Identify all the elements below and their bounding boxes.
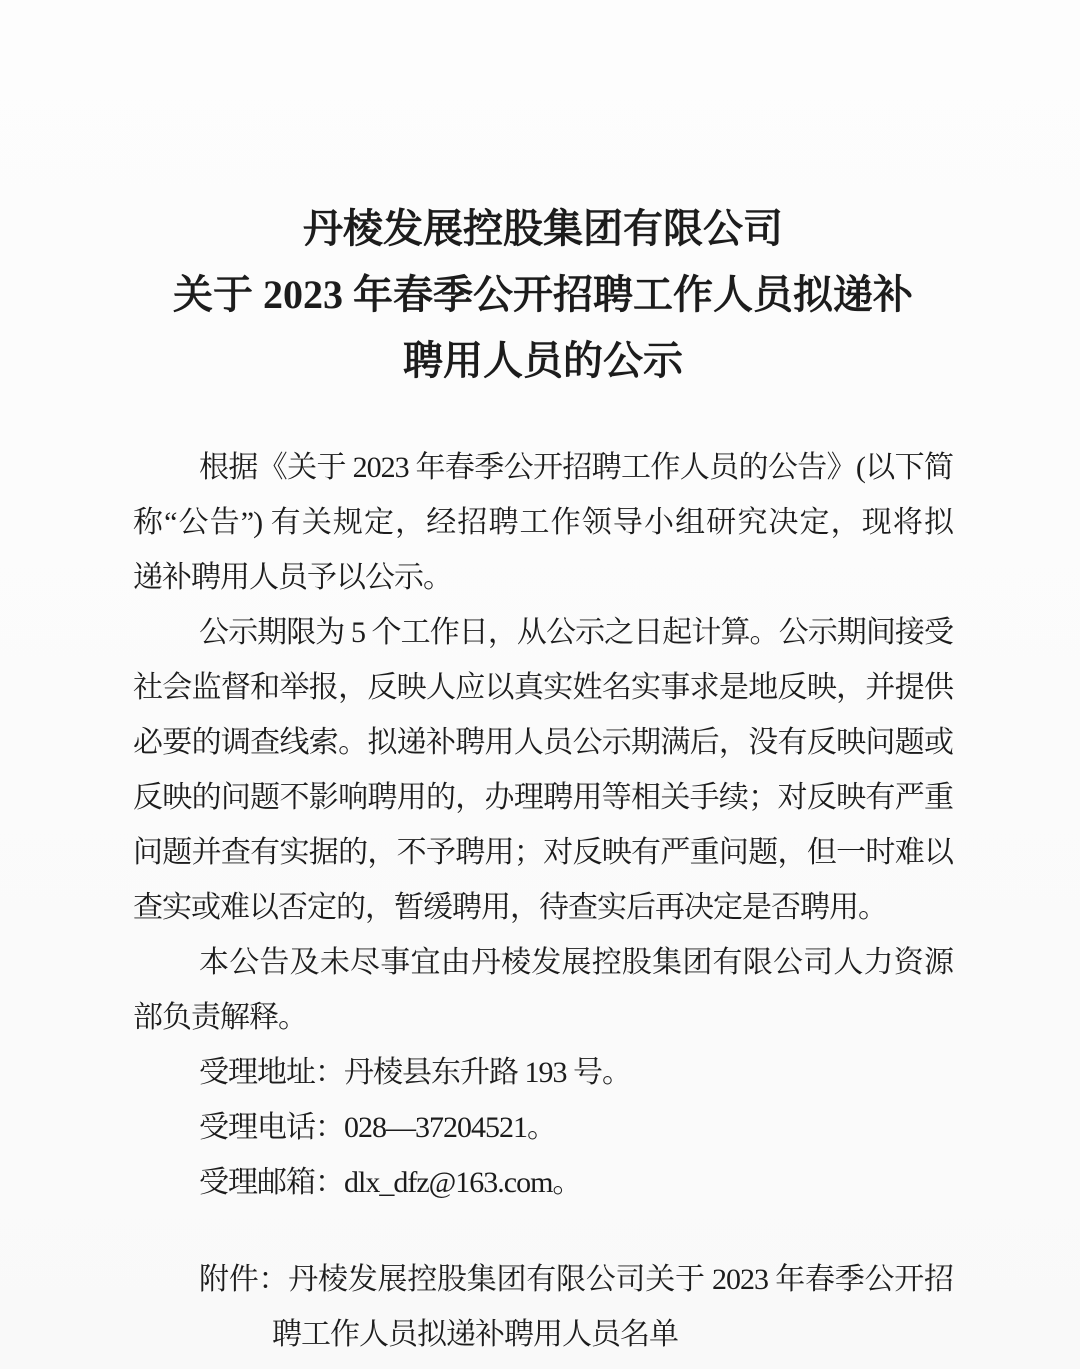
title-line-2: 关于 2023 年春季公开招聘工作人员拟递补	[173, 272, 913, 317]
paragraph1-line-3: 递补聘用人员予以公示。	[133, 561, 452, 594]
attachment-line-1: 附件：丹棱发展控股集团有限公司关于 2023 年春季公开招	[199, 1263, 953, 1296]
paragraph1-line-2: 称“公告”) 有关规定，经招聘工作领导小组研究决定，现将拟	[133, 506, 953, 539]
contact-email-line: 受理邮箱：dlx_dfz@163.com。	[199, 1166, 582, 1199]
paragraph3-line-2: 部负责解释。	[133, 1001, 307, 1034]
paragraph2-line-1: 公示期限为 5 个工作日，从公示之日起计算。公示期间接受	[199, 616, 953, 649]
document-body	[133, 440, 953, 1362]
title-line-1: 丹棱发展控股集团有限公司	[303, 206, 783, 251]
paragraph2-line-4: 反映的问题不影响聘用的，办理聘用等相关手续；对反映有严重	[133, 781, 953, 814]
paragraph2-line-2: 社会监督和举报，反映人应以真实姓名实事求是地反映，并提供	[133, 671, 953, 704]
title-line-3: 聘用人员的公示	[403, 338, 683, 383]
contact-address-line: 受理地址：丹棱县东升路 193 号。	[199, 1056, 631, 1089]
paragraph2-line-6: 查实或难以否定的，暂缓聘用，待查实后再决定是否聘用。	[133, 891, 887, 924]
document-title	[133, 196, 953, 394]
paragraph2-line-3: 必要的调查线索。拟递补聘用人员公示期满后，没有反映问题或	[133, 726, 953, 759]
paragraph3-line-1: 本公告及未尽事宜由丹棱发展控股集团有限公司人力资源	[199, 946, 953, 979]
paragraph2-line-5: 问题并查有实据的，不予聘用；对反映有严重问题，但一时难以	[133, 836, 953, 869]
attachment-line-2: 聘工作人员拟递补聘用人员名单	[272, 1318, 678, 1351]
contact-phone-line: 受理电话：028—37204521。	[199, 1111, 556, 1144]
paragraph1-line-1: 根据《关于 2023 年春季公开招聘工作人员的公告》(以下简	[199, 451, 953, 484]
attachment-spacer	[133, 1210, 953, 1252]
